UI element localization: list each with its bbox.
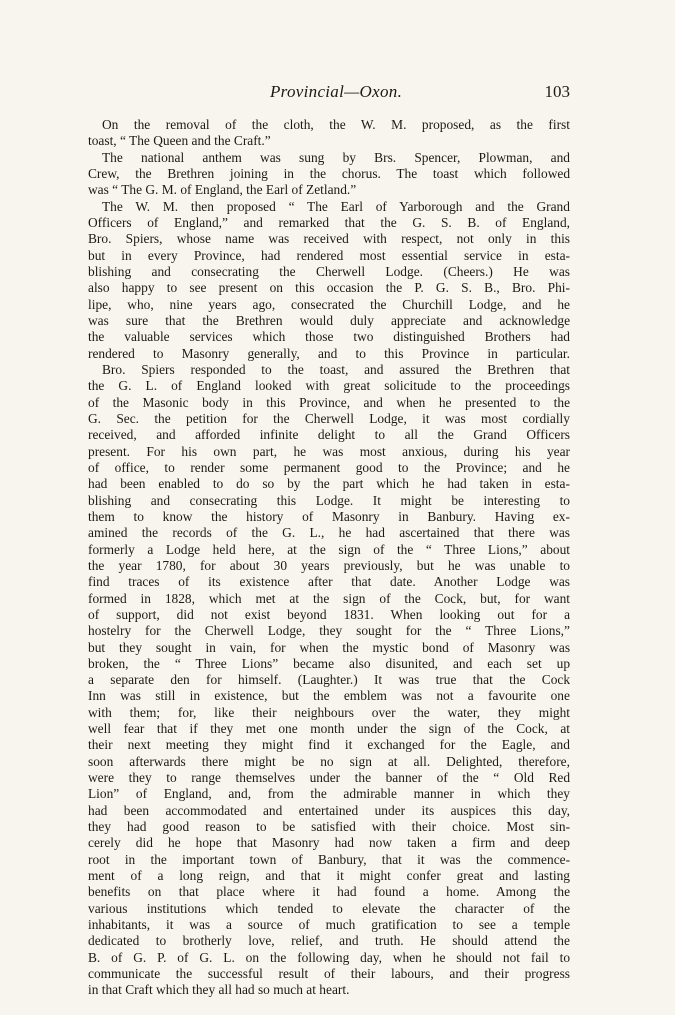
text-line: blishing and consecrating the Cherwell Lodge. (Cheers.) He was <box>88 263 570 279</box>
text-line: but they sought in vain, for when the mystic bond of Masonry was <box>88 639 570 655</box>
text-line: find traces of its existence after that date. Another Lodge was <box>88 574 570 590</box>
text-line: Inn was still in existence, but the emblem was not a favourite one <box>88 688 570 704</box>
text-line: On the removal of the cloth, the W. M. proposed, as the first <box>102 117 570 132</box>
text-line: but in every Province, had rendered most essential service in esta- <box>88 247 570 263</box>
text-line: they had good reason to be satisfied with their choice. Most sin- <box>88 819 570 835</box>
text-line: rendered to Masonry generally, and to this Province in particular. <box>88 345 570 361</box>
text-line: soon afterwards there might be no sign at all. Delighted, therefore, <box>88 753 570 769</box>
text-line: with them; for, like their neighbours over the water, they might <box>88 704 570 720</box>
text-line: broken, the “ Three Lions” became also disunited, and each set up <box>88 655 570 671</box>
text-line: present. For his own part, he was most anxious, during his year <box>88 443 570 459</box>
text-line: The W. M. then proposed “ The Earl of Yarborough and the Grand <box>102 198 570 214</box>
text-line: their next meeting they might find it exchanged for the Eagle, and <box>88 737 570 753</box>
text-line: toast, “ The Queen and the Craft.” <box>88 133 271 149</box>
text-line: G. Sec. the petition for the Cherwell Lodge, it was most cordially <box>88 410 570 426</box>
text-line: cerely did he hope that Masonry had now taken a firm and deep <box>88 835 570 851</box>
text-line: root in the important town of Banbury, that it was the commence- <box>88 851 570 867</box>
text-line: Crew, the Brethren joining in the chorus. The toast which followed <box>88 165 570 181</box>
text-line: dedicated to brotherly love, relief, and truth. He should attend the <box>88 933 570 949</box>
text-line: of support, did not exist beyond 1831. When looking out for a <box>88 606 570 622</box>
text-line: formerly a Lodge held here, at the sign of the “ Three Lions,” about <box>88 541 570 557</box>
text-line: of office, to render some permanent good to the Province; and he <box>88 459 570 475</box>
text-line: hostelry for the Cherwell Lodge, they sought for the “ Three Lions,” <box>88 623 570 639</box>
text-line: well fear that if they met one month under the sign of the Cock, at <box>88 721 570 737</box>
running-title: Provincial—Oxon. <box>270 82 403 101</box>
text-line: Bro. Spiers, whose name was received with respect, not only in this <box>88 231 570 247</box>
text-line: the G. L. of England looked with great solicitude to the proceedings <box>88 378 570 394</box>
text-line: Lion” of England, and, from the admirable manner in which they <box>88 786 570 802</box>
text-line: The national anthem was sung by Brs. Spencer, Plowman, and <box>102 149 570 165</box>
text-line: a separate den for himself. (Laughter.) It was true that the Cock <box>88 672 570 688</box>
text-line: formed in 1828, which met at the sign of the Cock, but, for want <box>88 590 570 606</box>
text-line: communicate the successful result of their labours, and their progress <box>88 966 570 982</box>
text-line: were they to range themselves under the banner of the “ Old Red <box>88 770 570 786</box>
text-line: was sure that the Brethren would duly appreciate and acknowledge <box>88 312 570 328</box>
body-text <box>88 117 570 999</box>
page-header <box>88 82 570 104</box>
text-line: amined the records of the G. L., he had ascertained that there was <box>88 525 570 541</box>
text-line: B. of G. P. of G. L. on the following day, when he should not fail to <box>88 949 570 965</box>
text-line: the year 1780, for about 30 years previously, but he was unable to <box>88 557 570 573</box>
text-line: in that Craft which they all had so much at heart. <box>88 982 350 998</box>
text-line: Officers of England,” and remarked that the G. S. B. of England, <box>88 214 570 230</box>
text-line: of the Masonic body in this Province, and when he presented to the <box>88 394 570 410</box>
text-line: them to know the history of Masonry in Banbury. Having ex- <box>88 508 570 524</box>
text-line: had been enabled to do so by the part which he had taken in esta- <box>88 476 570 492</box>
text-line: various institutions which tended to elevate the character of the <box>88 900 570 916</box>
page-number: 103 <box>544 82 570 101</box>
text-line: also happy to see present on this occasion the P. G. S. B., Bro. Phi- <box>88 280 570 296</box>
text-line: had been accommodated and entertained under its auspices this day, <box>88 802 570 818</box>
text-line: Bro. Spiers responded to the toast, and assured the Brethren that <box>102 361 570 377</box>
text-line: the valuable services which those two distinguished Brothers had <box>88 329 570 345</box>
text-line: was “ The G. M. of England, the Earl of Zetland.” <box>88 182 357 198</box>
text-line: received, and afforded infinite delight to all the Grand Officers <box>88 427 570 443</box>
text-line: lipe, who, nine years ago, consecrated the Churchill Lodge, and he <box>88 296 570 312</box>
text-line: blishing and consecrating this Lodge. It might be interesting to <box>88 492 570 508</box>
text-line: benefits on that place where it had found a home. Among the <box>88 884 570 900</box>
text-line: inhabitants, it was a source of much gratification to see a temple <box>88 917 570 933</box>
text-line: ment of a long reign, and that it might confer great and lasting <box>88 868 570 884</box>
